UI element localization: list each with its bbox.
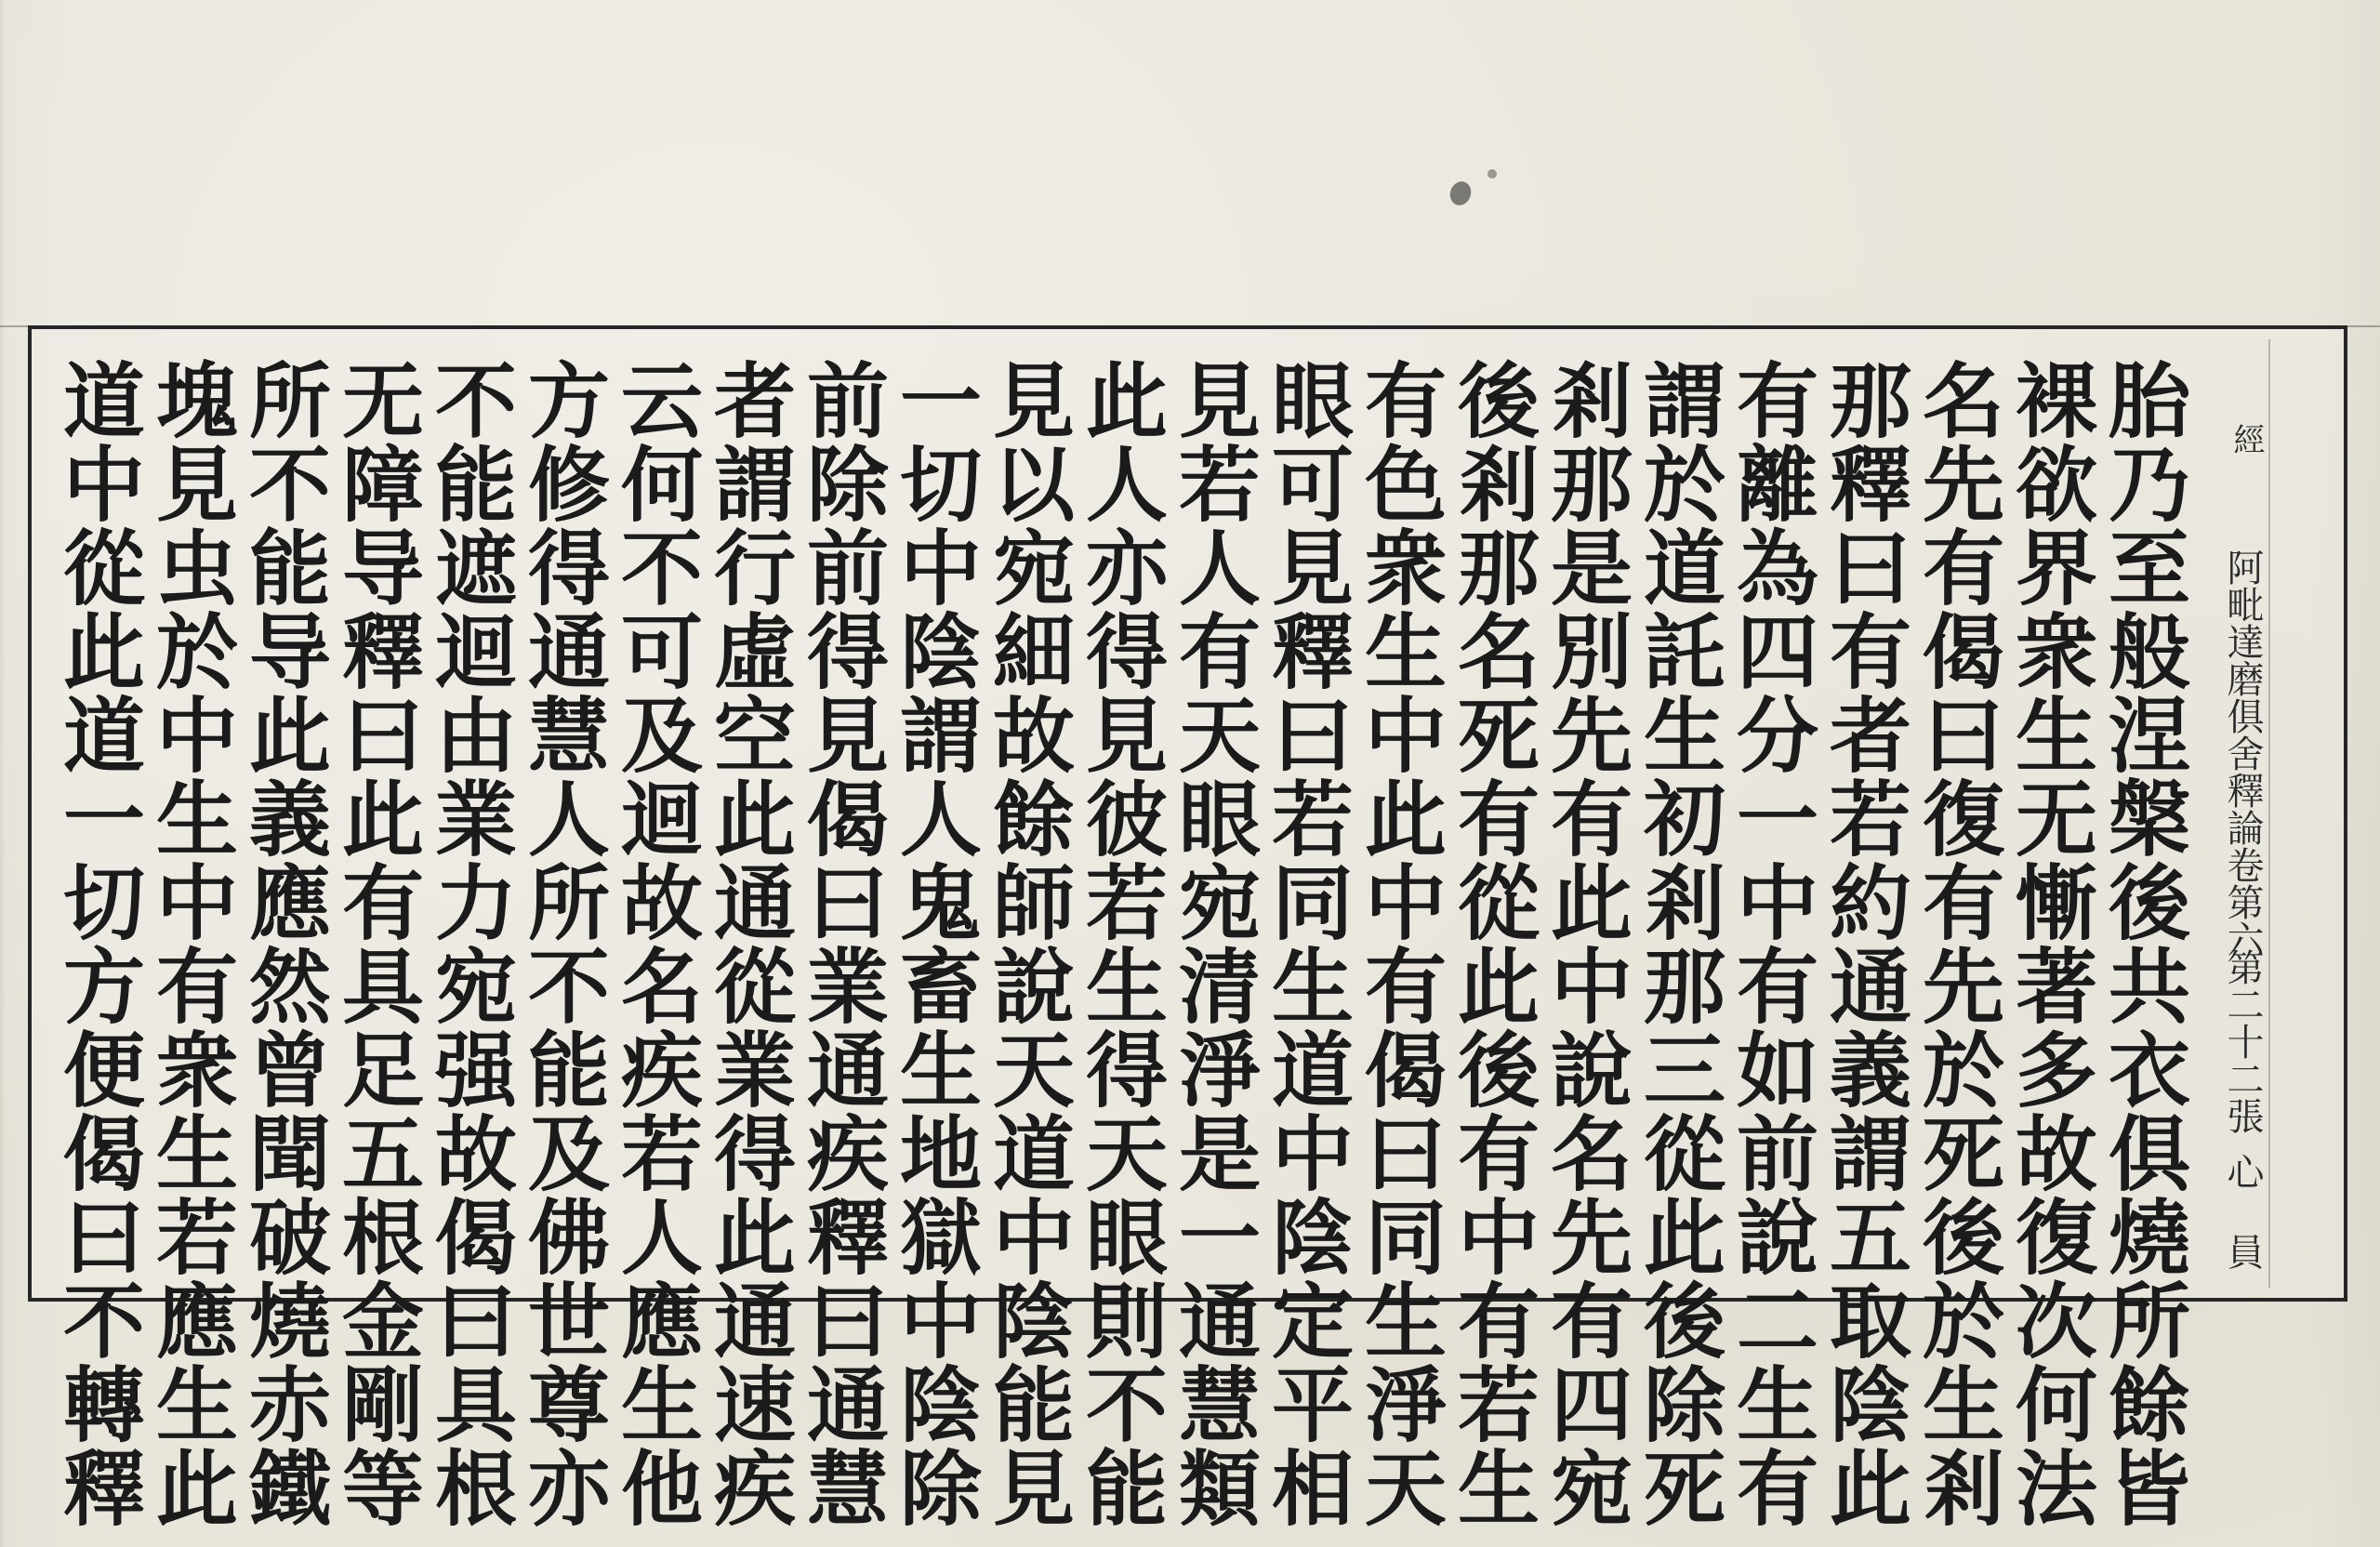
page-fold-shadow	[0, 0, 6, 1547]
text-column: 前除前得見偈曰業通疾釋曰通慧	[794, 358, 891, 1529]
margin-sheet-number: 第二十二張	[2221, 948, 2264, 1134]
text-column: 道中從此道一切方便偈曰不轉釋	[50, 358, 147, 1529]
text-column: 一切中陰謂人鬼畜生地獄中陰除	[887, 358, 984, 1529]
text-column: 不能遮迴由業力宛强故偈曰具根	[422, 358, 519, 1529]
text-column: 見以宛細故餘師說天道中陰能見	[980, 358, 1077, 1529]
text-column: 謂於道託生初剎那三從此後除死	[1631, 358, 1727, 1529]
margin-title: 阿毗達磨俱舍釋論卷第六	[2221, 549, 2264, 958]
text-column: 有色衆生中此中有偈曰同生淨天	[1352, 358, 1448, 1529]
text-column: 後剎那名死有從此後有中有若生	[1445, 358, 1541, 1529]
text-column: 剎那是別先有此中說名先有四宛	[1538, 358, 1634, 1529]
text-column: 胎乃至般涅槃後共衣俱燒所餘皆	[2096, 358, 2192, 1529]
text-column: 此人亦得見彼若生得天眼則不能	[1073, 358, 1170, 1529]
margin-rule	[2268, 339, 2270, 1288]
text-column: 眼可見釋曰若同生道中陰定平相	[1259, 358, 1355, 1529]
text-column: 方修得通慧人所不能及佛世尊亦	[515, 358, 612, 1529]
ink-blot	[1447, 178, 1474, 208]
text-column: 有離為四分一中有如前說二生有	[1724, 358, 1820, 1529]
text-column: 見若人有天眼宛清淨是一通慧類	[1166, 358, 1263, 1529]
text-column: 者謂行虛空此通從業得此通速疾	[701, 358, 798, 1529]
ink-dot	[1488, 169, 1497, 178]
text-column: 无障导釋曰此有具足五根金剛等	[329, 358, 426, 1529]
text-column: 那釋曰有者若約通義謂五取陰此	[1817, 358, 1913, 1529]
text-column: 裸欲界衆生无慚著多故復次何法	[2003, 358, 2099, 1529]
text-column: 名先有偈曰復有先於死後於生剎	[1910, 358, 2006, 1529]
margin-mark: 心 員	[2221, 1153, 2264, 1270]
text-column: 云何不可及迴故名疾若人應生他	[608, 358, 705, 1529]
text-column: 所不能导此義應然曾聞破燒赤鐵	[236, 358, 333, 1529]
margin-glyph: 經	[2228, 423, 2265, 455]
text-column: 塊見虫於中生中有衆生若應生此	[143, 358, 240, 1529]
